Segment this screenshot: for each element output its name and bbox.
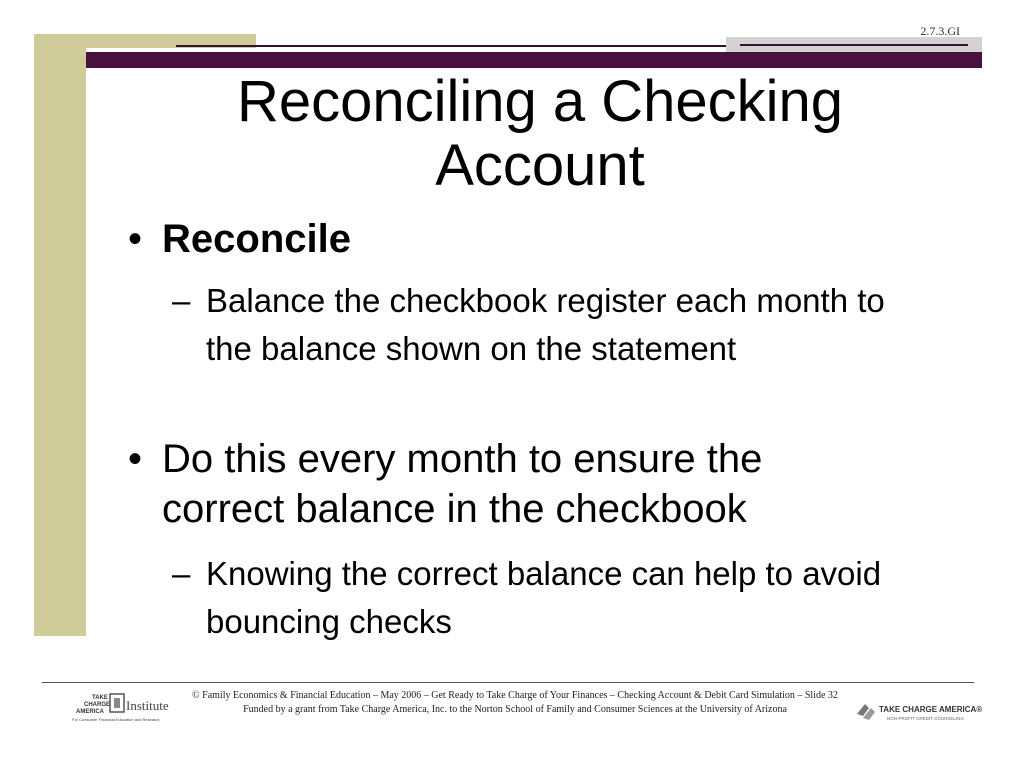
sub-bullet-dash: – bbox=[172, 282, 191, 319]
logo-left-tagline: For Consumer Financial Education and Research bbox=[72, 717, 160, 722]
decor-maroon-bar bbox=[86, 52, 982, 68]
sub-bullet-text: Knowing the correct balance can help to avoid bouncing checks bbox=[206, 555, 882, 640]
sub-bullet-item bbox=[172, 550, 932, 650]
bullet-item bbox=[128, 434, 888, 538]
footer-copyright: © Family Economics & Financial Education – May 2006 – Get Ready to Take Charge of Your Finances – Checking Account & Debit Card Simulation – Slide 32 bbox=[192, 690, 838, 701]
bullet-text: Reconcile bbox=[162, 217, 351, 261]
bullet-dot: • bbox=[128, 217, 143, 261]
bullet-item bbox=[128, 214, 888, 266]
bullet-text: Do this every month to ensure the correct balance in the checkbook bbox=[162, 437, 763, 531]
footer-funding: Funded by a grant from Take Charge America, Inc. to the Norton School of Family and Consumer Sciences at the University of Arizona bbox=[243, 704, 787, 715]
footer-text bbox=[150, 689, 880, 717]
take-charge-america-logo bbox=[855, 700, 985, 724]
decor-tan-vertical-bar bbox=[34, 34, 86, 636]
sub-bullet-item bbox=[172, 277, 892, 421]
bullet-dot: • bbox=[128, 437, 143, 481]
tca-mark-icon bbox=[857, 704, 875, 720]
footer-divider bbox=[42, 682, 974, 683]
logo-right-tagline: NON-PROFIT CREDIT COUNSELING bbox=[887, 716, 964, 721]
decor-gray-block-line bbox=[740, 44, 968, 46]
logo-left-word-charge: CHARGE bbox=[84, 702, 111, 708]
slide-title: Reconciling a Checking Account bbox=[236, 69, 844, 198]
slide-code: 2.7.3.GI bbox=[920, 24, 960, 38]
logo-left-word-america: AMERICA bbox=[76, 709, 104, 715]
logo-left-institute: Institute bbox=[126, 698, 169, 713]
logo-left-word-take: TAKE bbox=[92, 695, 108, 701]
sub-bullet-dash: – bbox=[172, 555, 191, 592]
logo-right-name: TAKE CHARGE AMERICA® bbox=[879, 705, 983, 714]
sub-bullet-text: Balance the checkbook register each month to the balance shown on the statement bbox=[206, 282, 885, 367]
